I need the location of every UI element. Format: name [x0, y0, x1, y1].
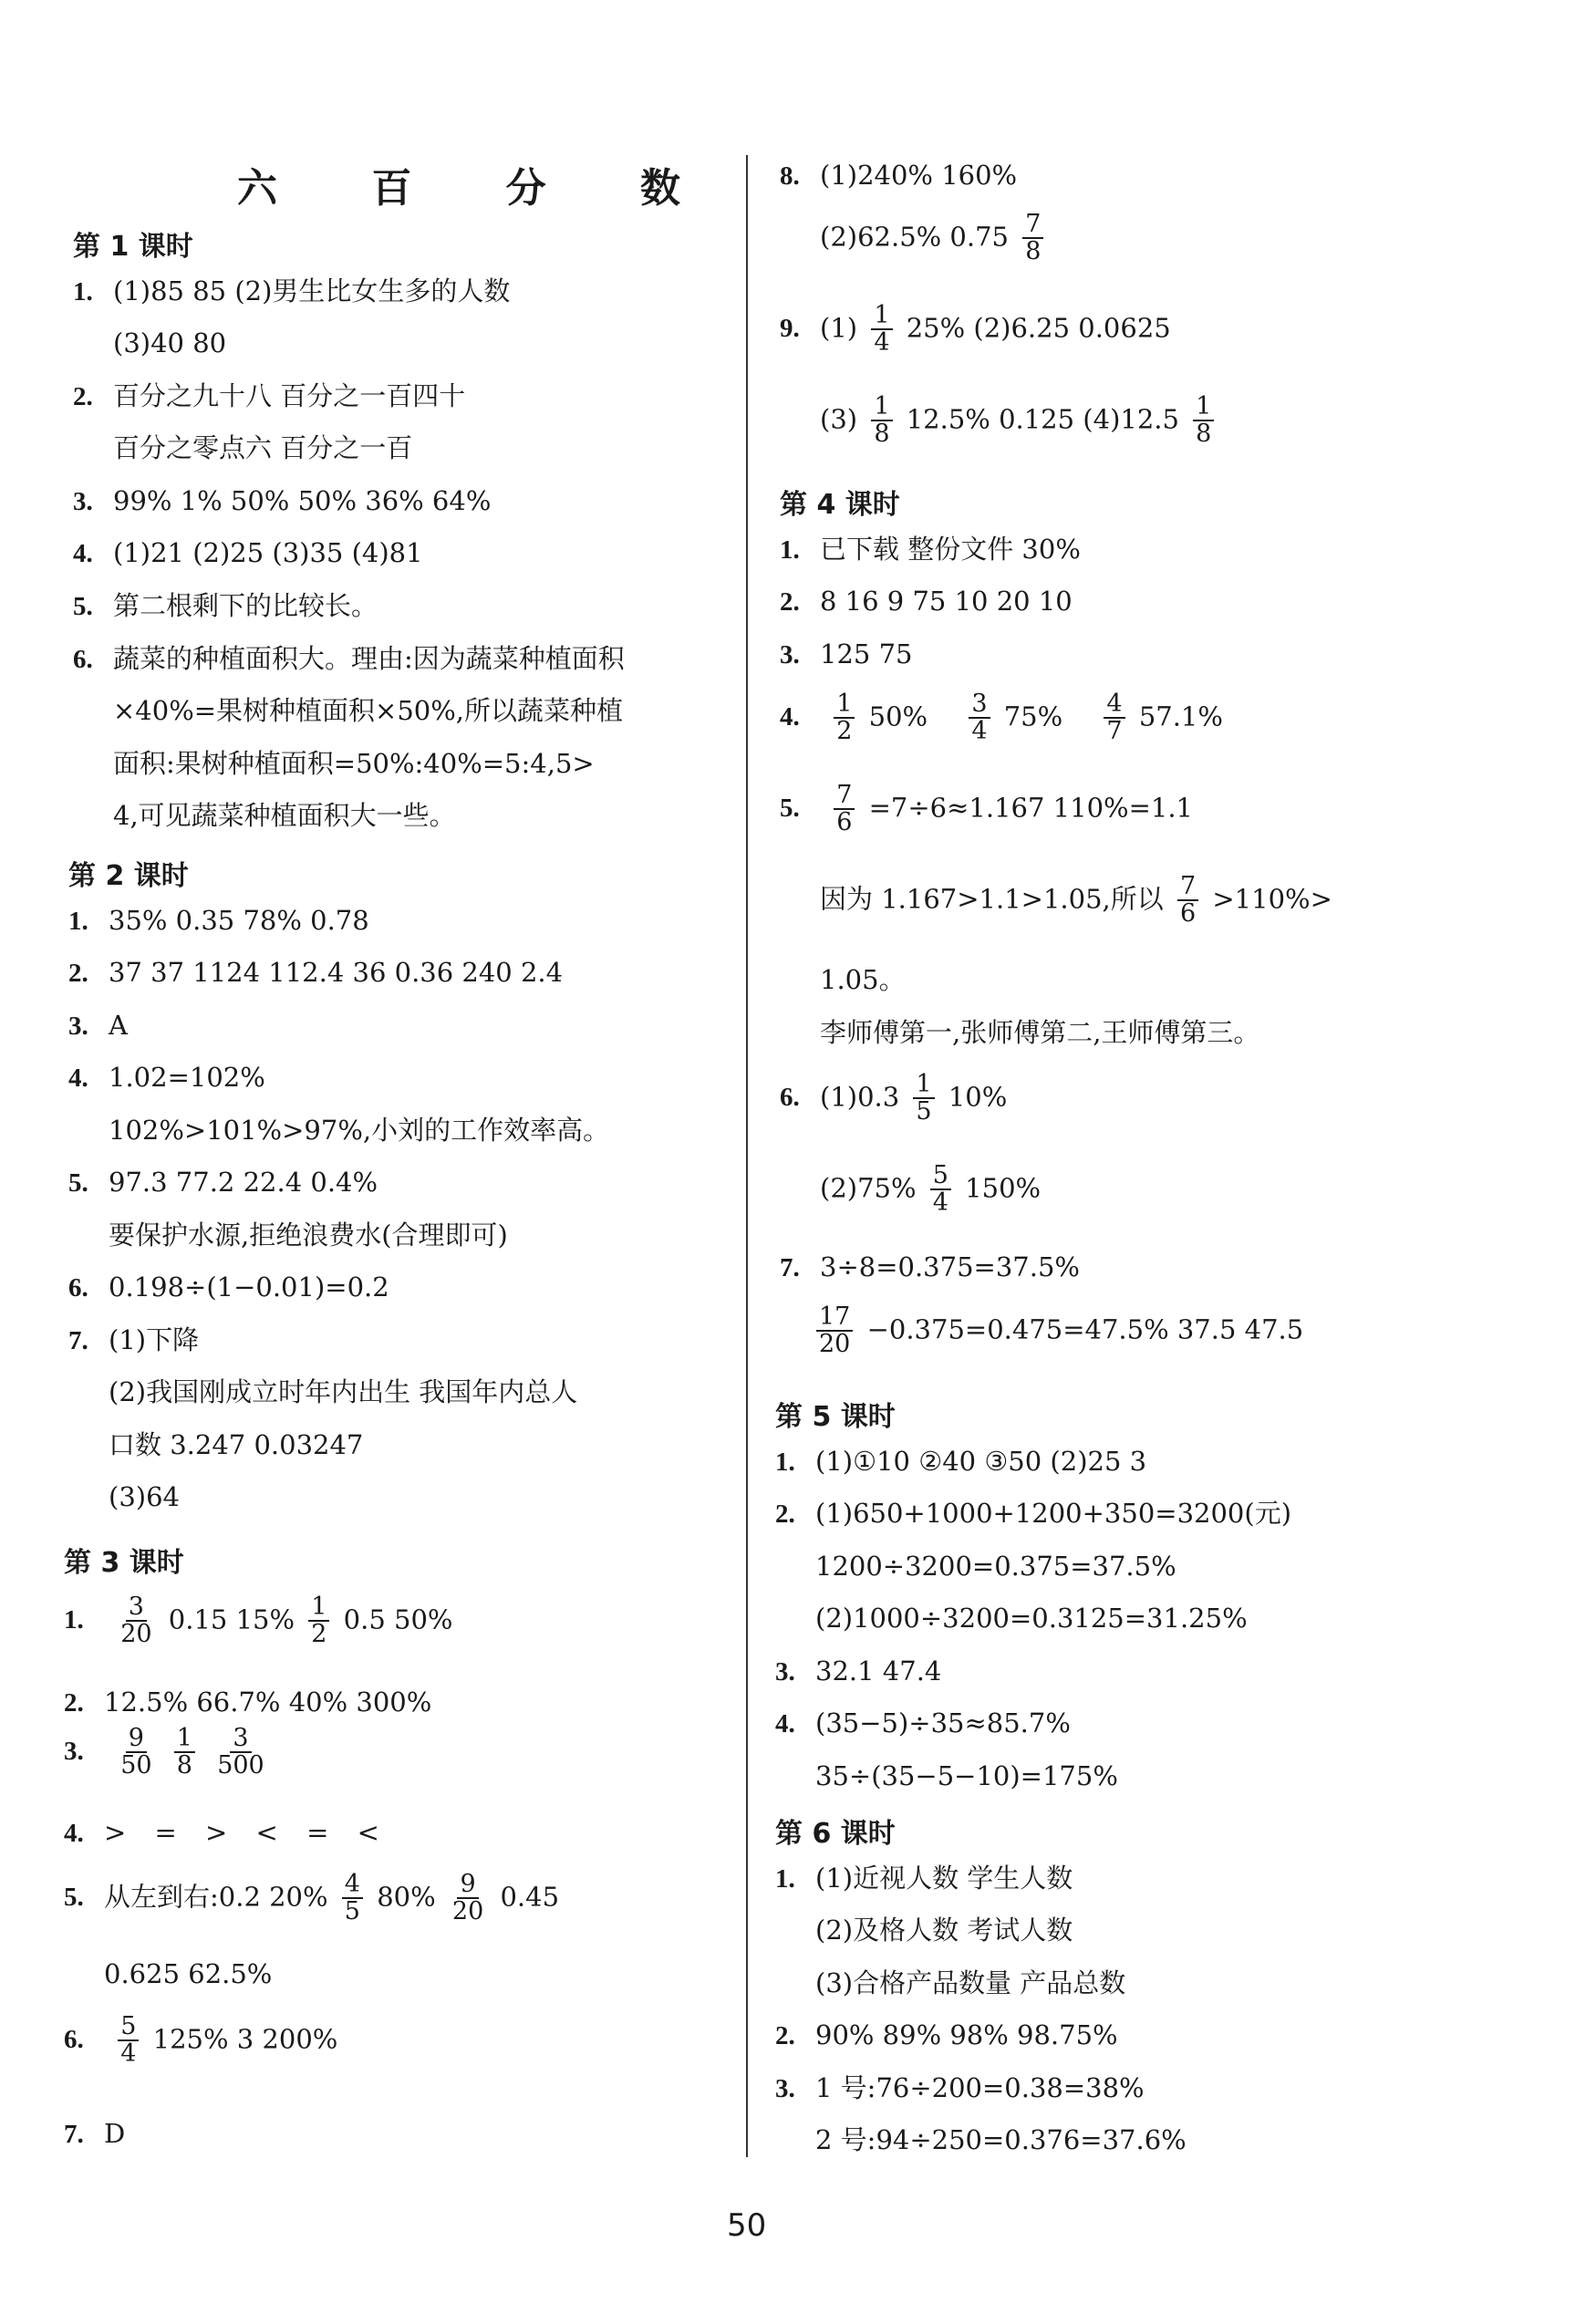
answer-line: (3)合格产品数量 产品总数	[815, 1967, 1126, 1998]
answer-line: $\frac{17}{20}$ −0.375=0.475=47.5% 37.5 47.5	[811, 1304, 1303, 1358]
answer-line: 5. 第二根剩下的比较长。	[73, 590, 378, 621]
answer-line: 2. 90% 89% 98% 98.75%	[775, 2019, 1118, 2050]
answer-line: 3. A	[68, 1010, 128, 1041]
answer-line: 百分之零点六 百分之一百	[113, 432, 413, 463]
answer-line: 4. (1)21 (2)25 (3)35 (4)81	[73, 537, 423, 568]
answer-line: (2)及格人数 考试人数	[815, 1915, 1073, 1946]
fraction: $\frac{17}{20}$	[816, 1304, 853, 1358]
section-heading-lesson-1: 第 1 课时	[73, 231, 193, 263]
fraction: $\frac{4}{5}$	[342, 1872, 363, 1925]
answer-line: 2 号:94÷250=0.376=37.6%	[815, 2124, 1187, 2155]
answer-line: 口数 3.247 0.03247	[109, 1429, 364, 1460]
answer-line: 9. (1) $\frac{1}{4}$ 25% (2)6.25 0.0625	[780, 301, 1171, 358]
fraction: $\frac{1}{8}$	[174, 1726, 195, 1780]
answer-line: 李师傅第一,张师傅第二,王师傅第三。	[820, 1017, 1260, 1048]
section-heading-lesson-4: 第 4 课时	[780, 489, 900, 521]
fraction: $\frac{1}{8}$	[871, 394, 892, 448]
fraction: $\frac{3}{20}$	[120, 1593, 152, 1649]
answer-line: 4. $\frac{1}{2}$ 50% $\frac{3}{4}$ 75% $\frac{4}{7}$ 57.1%	[780, 690, 1223, 746]
answer-line: 3. 32.1 47.4	[775, 1655, 942, 1686]
answer-line: (2)62.5% 0.75 $\frac{7}{8}$	[820, 212, 1049, 265]
fraction: $\frac{7}{6}$	[1177, 874, 1198, 928]
answer-line: (2)75% $\frac{5}{4}$ 150%	[820, 1161, 1042, 1218]
fraction: $\frac{1}{8}$	[1193, 394, 1214, 448]
answer-line: 5. 97.3 77.2 22.4 0.4%	[68, 1167, 378, 1198]
answer-line: 0.625 62.5%	[104, 1958, 273, 1989]
answer-line: 3. 1 号:76÷200=0.38=38%	[775, 2072, 1145, 2103]
answer-line: 1. (1)85 85 (2)男生比女生多的人数	[73, 275, 511, 306]
answer-line: 2. 8 16 9 75 10 20 10	[780, 586, 1073, 617]
fraction: $\frac{3}{4}$	[969, 691, 990, 745]
section-heading-lesson-5: 第 5 课时	[775, 1401, 896, 1433]
answer-line: 8. (1)240% 160%	[780, 160, 1018, 191]
fraction: $\frac{7}{6}$	[834, 783, 855, 836]
answer-line: (2)我国刚成立时年内出生 我国年内总人	[109, 1376, 578, 1407]
answer-line: (3)40 80	[113, 327, 227, 358]
answer-line: 4. > = > < = <	[64, 1817, 379, 1848]
section-heading-lesson-2: 第 2 课时	[68, 860, 189, 892]
page-title: 六 百 分 数	[237, 165, 720, 212]
answer-line: (3)64	[109, 1481, 180, 1512]
answer-line: 7. 3÷8=0.375=37.5%	[780, 1251, 1080, 1282]
answer-line: 2. 37 37 1124 112.4 36 0.36 240 2.4	[68, 957, 564, 988]
fraction: $\frac{1}{2}$	[834, 691, 855, 745]
fraction: $\frac{4}{7}$	[1104, 691, 1124, 745]
answer-line: 2. 12.5% 66.7% 40% 300%	[64, 1686, 432, 1718]
answer-line: 4. (35−5)÷35≈85.7%	[775, 1707, 1071, 1738]
answer-line: 5. $\frac{7}{6}$ =7÷6≈1.167 110%=1.1	[780, 781, 1193, 837]
answer-line: 面积:果树种植面积=50%:40%=5:4,5>	[113, 748, 595, 779]
answer-line: 1. 35% 0.35 78% 0.78	[68, 905, 369, 936]
answer-line: 3. 125 75	[780, 638, 913, 669]
answer-line: 7. (1)下降	[68, 1324, 200, 1355]
answer-line: 1200÷3200=0.375=37.5%	[815, 1551, 1176, 1582]
answer-line: (2)1000÷3200=0.3125=31.25%	[815, 1603, 1248, 1634]
answer-line: 3. $\frac{9}{50}$ $\frac{1}{8}$ $\frac{3}{500}$	[64, 1726, 273, 1780]
answer-line: 1. $\frac{3}{20}$ 0.15 15% $\frac{1}{2}$ 0.5 50%	[64, 1593, 453, 1649]
answer-line: 4. 1.02=102%	[68, 1062, 265, 1093]
answer-line: 1.05。	[820, 964, 906, 995]
fraction: $\frac{1}{2}$	[308, 1594, 329, 1648]
fraction: $\frac{9}{50}$	[120, 1724, 152, 1780]
fraction: $\frac{7}{8}$	[1022, 212, 1043, 265]
answer-line: 2. 百分之九十八 百分之一百四十	[73, 380, 466, 411]
answer-line: 1. (1)近视人数 学生人数	[775, 1863, 1073, 1894]
answer-line: 2. (1)650+1000+1200+350=3200(元)	[775, 1498, 1292, 1529]
page-number: 50	[727, 2207, 767, 2244]
answer-line: 6. $\frac{5}{4}$ 125% 3 200%	[64, 2012, 338, 2069]
section-heading-lesson-6: 第 6 课时	[775, 1818, 896, 1850]
answer-line: 1. 已下载 整份文件 30%	[780, 534, 1081, 565]
answer-line: 因为 1.167>1.1>1.05,所以 $\frac{7}{6}$ >110%>	[820, 872, 1332, 929]
column-divider	[746, 155, 748, 2157]
answer-line: 1. (1)①10 ②40 ③50 (2)25 3	[775, 1446, 1147, 1477]
fraction: $\frac{3}{500}$	[217, 1724, 264, 1780]
answer-line: 6. (1)0.3 $\frac{1}{5}$ 10%	[780, 1070, 1008, 1126]
answer-line: 3. 99% 1% 50% 50% 36% 64%	[73, 485, 492, 516]
fraction: $\frac{1}{5}$	[913, 1072, 934, 1126]
answer-line: 要保护水源,拒绝浪费水(合理即可)	[109, 1219, 508, 1251]
fraction: $\frac{9}{20}$	[451, 1870, 484, 1926]
section-heading-lesson-3: 第 3 课时	[64, 1547, 184, 1579]
answer-line: 5. 从左到右:0.2 20% $\frac{4}{5}$ 80% $\frac{9}{20}$ 0.45	[64, 1870, 560, 1926]
answer-line: 7. D	[64, 2118, 126, 2149]
answer-line: 6. 蔬菜的种植面积大。理由:因为蔬菜种植面积	[73, 643, 625, 674]
fraction: $\frac{1}{4}$	[871, 303, 892, 357]
fraction: $\frac{5}{4}$	[930, 1163, 951, 1217]
answer-line: ×40%=果树种植面积×50%,所以蔬菜种植	[113, 695, 624, 726]
answer-line: 102%>101%>97%,小刘的工作效率高。	[109, 1115, 610, 1146]
answer-line: (3) $\frac{1}{8}$ 12.5% 0.125 (4)12.5 $\frac{1}{8}$	[820, 394, 1219, 448]
answer-line: 35÷(35−5−10)=175%	[815, 1760, 1118, 1791]
fraction: $\frac{5}{4}$	[118, 2014, 139, 2068]
answer-line: 6. 0.198÷(1−0.01)=0.2	[68, 1271, 389, 1302]
answer-line: 4,可见蔬菜种植面积大一些。	[113, 800, 456, 831]
